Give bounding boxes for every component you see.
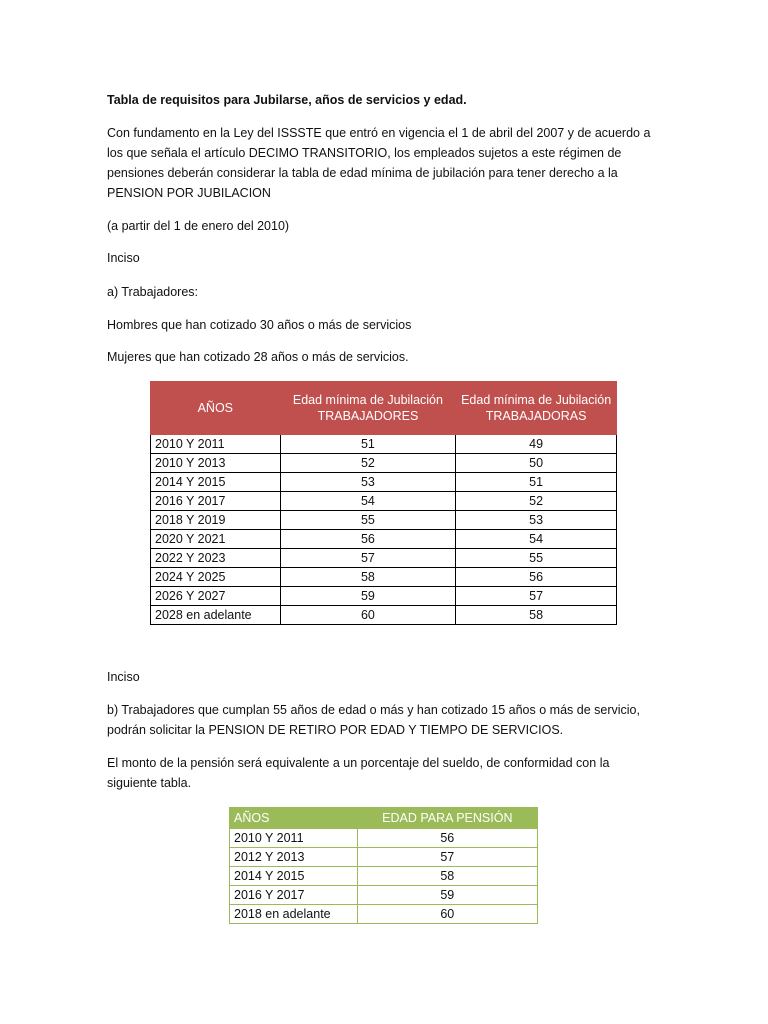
table-row — [230, 905, 538, 924]
women-requirement-text: Mujeres que han cotizado 28 años o más de servicios. — [107, 350, 409, 364]
table-header-row — [230, 808, 538, 829]
row-women-age: 56 — [456, 568, 617, 587]
row-years: 2022 Y 2023 — [151, 549, 281, 568]
row-years: 2012 Y 2013 — [230, 848, 358, 867]
row-men-age: 55 — [280, 511, 456, 530]
row-years: 2018 en adelante — [230, 905, 358, 924]
row-men-age: 60 — [280, 606, 456, 625]
document-title: Tabla de requisitos para Jubilarse, años de servicios y edad. — [107, 93, 467, 107]
row-men-age: 59 — [280, 587, 456, 606]
row-women-age: 57 — [456, 587, 617, 606]
row-men-age: 57 — [280, 549, 456, 568]
row-years: 2028 en adelante — [151, 606, 281, 625]
row-years: 2020 Y 2021 — [151, 530, 281, 549]
table-row — [151, 473, 617, 492]
row-pension-age: 60 — [357, 905, 537, 924]
row-women-age: 55 — [456, 549, 617, 568]
table-row — [151, 587, 617, 606]
table-row — [151, 435, 617, 454]
row-years: 2026 Y 2027 — [151, 587, 281, 606]
row-pension-age: 59 — [357, 886, 537, 905]
inciso-b-heading: Inciso — [107, 670, 140, 684]
row-women-age: 52 — [456, 492, 617, 511]
table-row — [151, 568, 617, 587]
row-women-age: 54 — [456, 530, 617, 549]
table-row — [151, 549, 617, 568]
header-men-age: Edad mínima de Jubilación TRABAJADORES — [280, 382, 456, 435]
row-men-age: 52 — [280, 454, 456, 473]
pension-amount-paragraph: El monto de la pensión será equivalente a un porcentaje del sueldo, de conformidad con la siguiente tabla. — [107, 756, 610, 790]
row-years: 2024 Y 2025 — [151, 568, 281, 587]
men-requirement-text: Hombres que han cotizado 30 años o más de servicios — [107, 318, 412, 332]
row-men-age: 54 — [280, 492, 456, 511]
table-row — [151, 530, 617, 549]
table-row — [151, 511, 617, 530]
workers-subtitle: a) Trabajadores: — [107, 285, 199, 299]
row-women-age: 50 — [456, 454, 617, 473]
row-women-age: 53 — [456, 511, 617, 530]
table-row — [230, 867, 538, 886]
header-women-age: Edad mínima de Jubilación TRABAJADORAS — [456, 382, 617, 435]
row-pension-age: 58 — [357, 867, 537, 886]
header-pension-age: EDAD PARA PENSIÓN — [357, 808, 537, 829]
table-row — [230, 848, 538, 867]
inciso-a-heading: Inciso — [107, 251, 140, 265]
table-row — [230, 886, 538, 905]
row-years: 2016 Y 2017 — [230, 886, 358, 905]
row-women-age: 58 — [456, 606, 617, 625]
table-row — [230, 829, 538, 848]
row-pension-age: 57 — [357, 848, 537, 867]
header-years: AÑOS — [151, 382, 281, 435]
table-header-row — [151, 382, 617, 435]
since-date-note: (a partir del 1 de enero del 2010) — [107, 219, 290, 233]
row-men-age: 51 — [280, 435, 456, 454]
pension-retirement-paragraph: b) Trabajadores que cumplan 55 años de edad o más y han cotizado 15 años o más de servicio, podrán solicitar la PENSION DE RETIRO POR EDAD Y TIEMPO DE SERVICIOS. — [107, 703, 640, 737]
table-row — [151, 454, 617, 473]
pension-age-table — [229, 807, 538, 924]
row-pension-age: 56 — [357, 829, 537, 848]
row-years: 2018 Y 2019 — [151, 511, 281, 530]
retirement-age-table — [150, 381, 617, 625]
row-men-age: 58 — [280, 568, 456, 587]
row-women-age: 49 — [456, 435, 617, 454]
row-years: 2010 Y 2011 — [151, 435, 281, 454]
row-men-age: 56 — [280, 530, 456, 549]
row-years: 2014 Y 2015 — [230, 867, 358, 886]
intro-paragraph: Con fundamento en la Ley del ISSSTE que entró en vigencia el 1 de abril del 2007 y de acuerdo a los que señala el artículo DECIMO TRANSITORIO, los empleados sujetos a este régimen de pensiones deberán considerar la tabla de edad mínima de jubilación para tener derecho a la PENSION POR JUBILACION — [107, 126, 651, 200]
row-years: 2010 Y 2013 — [151, 454, 281, 473]
row-men-age: 53 — [280, 473, 456, 492]
row-years: 2016 Y 2017 — [151, 492, 281, 511]
header-years: AÑOS — [230, 808, 358, 829]
row-years: 2010 Y 2011 — [230, 829, 358, 848]
row-years: 2014 Y 2015 — [151, 473, 281, 492]
row-women-age: 51 — [456, 473, 617, 492]
table-row — [151, 606, 617, 625]
table-row — [151, 492, 617, 511]
